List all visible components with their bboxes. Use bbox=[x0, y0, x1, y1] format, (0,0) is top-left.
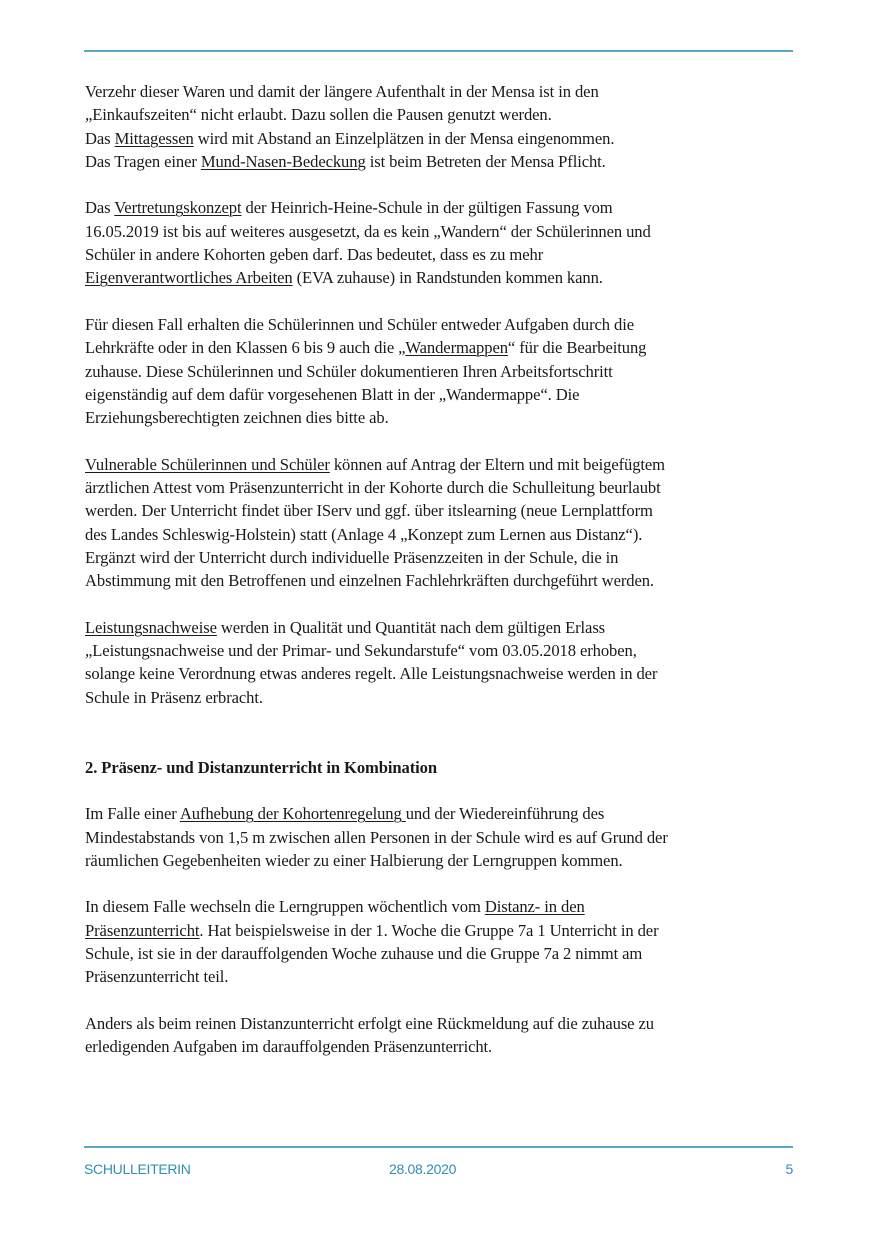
text-span: Das bbox=[85, 198, 115, 218]
text-line: des Landes Schleswig-Holstein) statt (Anlage 4 „Konzept zum Lernen aus Distanz“). bbox=[85, 524, 643, 544]
underlined-term-distanz: Distanz- in den bbox=[484, 897, 585, 917]
spacer bbox=[85, 872, 797, 895]
underlined-term-mund-nasen-bedeckung: Mund-Nasen-Bedeckung bbox=[200, 151, 366, 171]
text-line bbox=[85, 196, 797, 219]
text-line: werden. Der Unterricht findet über IServ und ggf. über itslearning (neue Lernplattform bbox=[85, 501, 653, 521]
text-line: Für diesen Fall erhalten die Schülerinnen und Schüler entweder Aufgaben durch die bbox=[85, 314, 635, 334]
spacer bbox=[85, 429, 797, 452]
text-line: solange keine Verordnung etwas anderes regelt. Alle Leistungsnachweise werden in der bbox=[85, 664, 658, 684]
text-line: „Einkaufszeiten“ nicht erlaubt. Dazu sollen die Pausen genutzt werden. bbox=[85, 105, 552, 125]
footer-author: SCHULLEITERIN bbox=[84, 1161, 191, 1177]
underlined-term-vertretungskonzept: Vertretungskonzept bbox=[114, 198, 242, 218]
text-line: ärztlichen Attest vom Präsenzunterricht in der Kohorte durch die Schulleitung beurlaubt bbox=[85, 478, 661, 498]
text-span: ist beim Betreten der Mensa Pflicht. bbox=[365, 151, 606, 171]
spacer bbox=[85, 709, 797, 756]
paragraph-rueckmeldung bbox=[85, 1012, 797, 1059]
text-line bbox=[85, 802, 797, 825]
text-line: Anders als beim reinen Distanzunterricht erfolgt eine Rückmeldung auf die zuhause zu bbox=[85, 1013, 654, 1033]
text-line bbox=[85, 127, 797, 150]
text-line bbox=[85, 895, 797, 918]
spacer bbox=[85, 173, 797, 196]
text-span: und der Wiedereinführung des bbox=[405, 804, 605, 824]
text-line: Verzehr dieser Waren und damit der längere Aufenthalt in der Mensa ist in den bbox=[85, 82, 599, 101]
text-line: 16.05.2019 ist bis auf weiteres ausgesetzt, da es kein „Wandern“ der Schülerinnen und bbox=[85, 221, 651, 241]
footer-rule bbox=[84, 1146, 793, 1148]
text-line: Präsenzunterricht teil. bbox=[85, 967, 229, 987]
spacer bbox=[85, 989, 797, 1012]
section-heading: 2. Präsenz- und Distanzunterricht in Kombination bbox=[85, 757, 437, 777]
text-line: Abstimmung mit den Betroffenen und einzelnen Fachlehrkräften durchgeführt werden. bbox=[85, 571, 654, 591]
paragraph-vulnerable bbox=[85, 453, 797, 593]
text-line: Schüler in andere Kohorten geben darf. Das bedeutet, dass es zu mehr bbox=[85, 245, 544, 265]
underlined-term-vulnerable: Vulnerable Schülerinnen und Schüler bbox=[85, 454, 330, 474]
page-body bbox=[85, 80, 797, 1058]
text-line: Schule, ist sie in der darauffolgenden Woche zuhause und die Gruppe 7a 2 nimmt am bbox=[85, 943, 643, 963]
text-line bbox=[85, 150, 797, 173]
text-span: wird mit Abstand an Einzelplätzen in der Mensa eingenommen. bbox=[193, 128, 615, 148]
paragraph-wandermappen bbox=[85, 313, 797, 429]
underlined-term-wandermappen: Wandermappen bbox=[405, 338, 508, 358]
text-span: . Hat beispielsweise in der 1. Woche die Gruppe 7a 1 Unterricht in der bbox=[199, 920, 659, 940]
text-span: werden in Qualität und Quantität nach dem gültigen Erlass bbox=[216, 617, 606, 637]
text-span: In diesem Falle wechseln die Lerngruppen wöchentlich vom bbox=[85, 897, 485, 917]
header-rule bbox=[84, 50, 793, 52]
text-span: “ für die Bearbeitung bbox=[507, 338, 647, 358]
text-line: zuhause. Diese Schülerinnen und Schüler dokumentieren Ihren Arbeitsfortschritt bbox=[85, 361, 613, 381]
spacer bbox=[85, 290, 797, 313]
spacer bbox=[85, 593, 797, 616]
paragraph-wechsel bbox=[85, 895, 797, 988]
text-line bbox=[85, 453, 797, 476]
paragraph-mensa bbox=[85, 80, 797, 173]
underlined-term-kohortenregelung: Aufhebung der Kohortenregelung bbox=[179, 804, 406, 824]
text-line: räumlichen Gegebenheiten wieder zu einer Halbierung der Lerngruppen kommen. bbox=[85, 850, 623, 870]
spacer bbox=[85, 779, 797, 802]
footer-page-number: 5 bbox=[785, 1161, 793, 1177]
text-line: Ergänzt wird der Unterricht durch individuelle Präsenzzeiten in der Schule, die in bbox=[85, 547, 619, 567]
footer-date: 28.08.2020 bbox=[389, 1161, 457, 1177]
underlined-term-leistungsnachweise: Leistungsnachweise bbox=[85, 617, 217, 637]
text-span: (EVA zuhause) in Randstunden kommen kann. bbox=[292, 268, 603, 288]
text-line: „Leistungsnachweise und der Primar- und Sekundarstufe“ vom 03.05.2018 erhoben, bbox=[85, 641, 637, 661]
text-line: Mindestabstands von 1,5 m zwischen allen Personen in der Schule wird es auf Grund der bbox=[85, 827, 668, 847]
text-line bbox=[85, 616, 797, 639]
paragraph-vertretungskonzept bbox=[85, 196, 797, 289]
text-line: Schule in Präsenz erbracht. bbox=[85, 687, 263, 707]
underlined-term-eva: Eigenverantwortliches Arbeiten bbox=[85, 268, 293, 288]
text-line: eigenständig auf dem dafür vorgesehenen Blatt in der „Wandermappe“. Die bbox=[85, 384, 580, 404]
text-line: erledigenden Aufgaben im darauffolgenden Präsenzunterricht. bbox=[85, 1037, 493, 1057]
paragraph-kohortenregelung bbox=[85, 802, 797, 872]
underlined-term-mittagessen: Mittagessen bbox=[114, 128, 194, 148]
text-span: Lehrkräfte oder in den Klassen 6 bis 9 auch die „ bbox=[85, 338, 406, 358]
text-line bbox=[85, 266, 797, 289]
text-span: können auf Antrag der Eltern und mit beigefügtem bbox=[329, 454, 665, 474]
text-span: Im Falle einer bbox=[85, 804, 180, 824]
text-line bbox=[85, 336, 797, 359]
text-span: der Heinrich-Heine-Schule in der gültigen Fassung vom bbox=[241, 198, 613, 218]
text-line bbox=[85, 919, 797, 942]
paragraph-leistungsnachweise bbox=[85, 616, 797, 709]
text-span: Das bbox=[85, 128, 115, 148]
text-span: Das Tragen einer bbox=[85, 151, 201, 171]
underlined-term-praesenzunterricht: Präsenzunterricht bbox=[85, 920, 200, 940]
page-footer bbox=[84, 1161, 793, 1181]
text-line: Erziehungsberechtigten zeichnen dies bitte ab. bbox=[85, 408, 389, 428]
